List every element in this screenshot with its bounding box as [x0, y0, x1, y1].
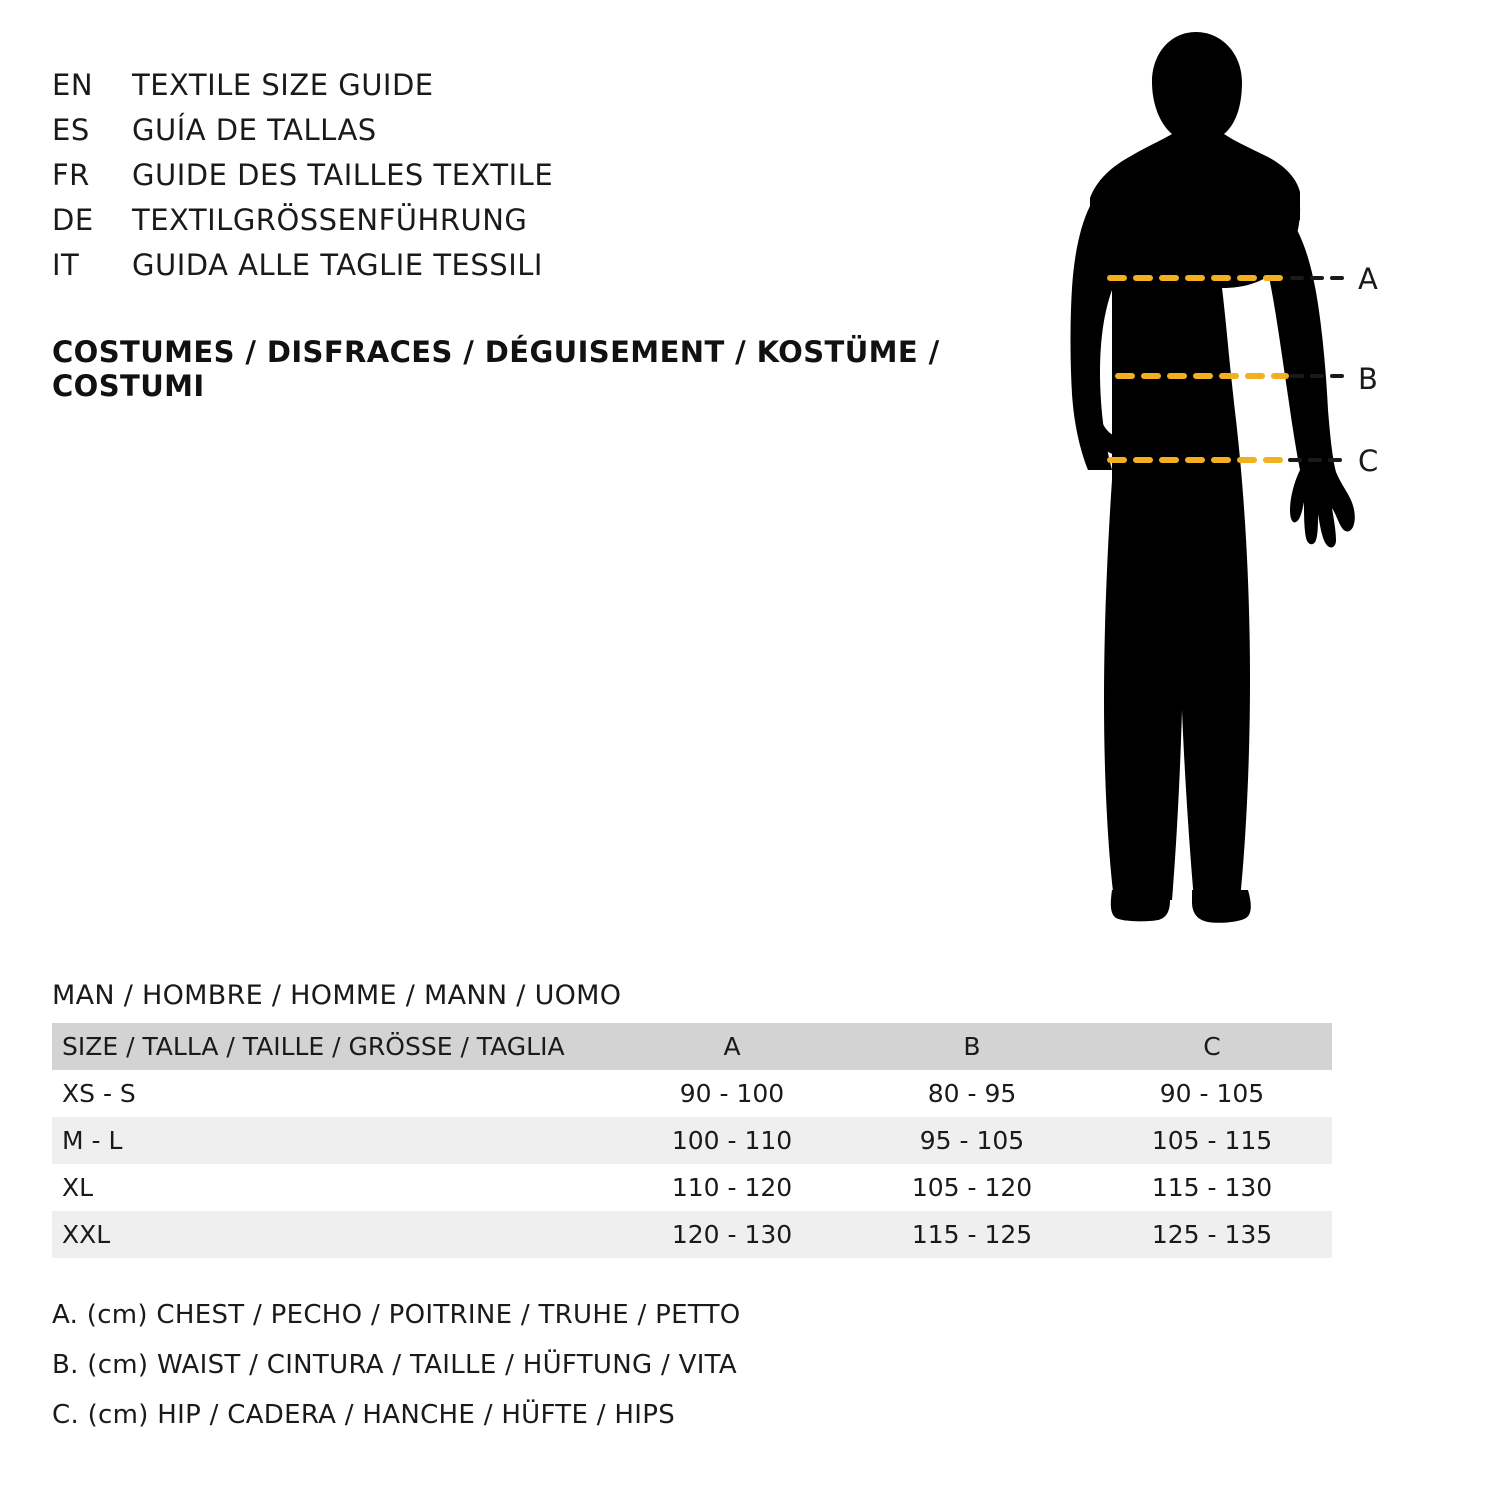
cell-a: 110 - 120	[612, 1164, 852, 1211]
table-caption: MAN / HOMBRE / HOMME / MANN / UOMO	[52, 980, 622, 1011]
language-title: GUIDA ALLE TAGLIE TESSILI	[132, 248, 543, 282]
cell-size: XS - S	[52, 1070, 612, 1117]
cell-a: 100 - 110	[612, 1117, 852, 1164]
language-code: EN	[52, 68, 94, 102]
table-row	[52, 1070, 1332, 1117]
cell-c: 105 - 115	[1092, 1117, 1332, 1164]
cell-a: 90 - 100	[612, 1070, 852, 1117]
cell-b: 80 - 95	[852, 1070, 1092, 1117]
costumes-subtitle: COSTUMES / DISFRACES / DÉGUISEMENT / KOSTÜME / COSTUMI	[52, 335, 940, 403]
column-header-b: B	[852, 1023, 1092, 1070]
column-header-c: C	[1092, 1023, 1332, 1070]
language-row-en	[52, 68, 1012, 113]
cell-b: 95 - 105	[852, 1117, 1092, 1164]
cell-size: XL	[52, 1164, 612, 1211]
body-measurement-figure	[1000, 20, 1460, 940]
cell-c: 125 - 135	[1092, 1211, 1332, 1258]
cell-c: 115 - 130	[1092, 1164, 1332, 1211]
size-guide-header	[52, 68, 1012, 403]
measure-label-b: B	[1358, 362, 1378, 396]
language-code: DE	[52, 203, 94, 237]
language-row-es	[52, 113, 1012, 158]
language-title: GUÍA DE TALLAS	[132, 113, 377, 147]
table-header-row	[52, 1023, 1332, 1070]
cell-b: 115 - 125	[852, 1211, 1092, 1258]
language-row-it	[52, 248, 1012, 293]
cell-a: 120 - 130	[612, 1211, 852, 1258]
column-header-a: A	[612, 1023, 852, 1070]
language-code: FR	[52, 158, 90, 192]
column-header-size: SIZE / TALLA / TAILLE / GRÖSSE / TAGLIA	[52, 1023, 612, 1070]
cell-size: XXL	[52, 1211, 612, 1258]
measure-label-c: C	[1358, 444, 1379, 478]
language-title: TEXTILGRÖSSENFÜHRUNG	[132, 203, 528, 237]
measurement-legend	[52, 1300, 1152, 1450]
cell-size: M - L	[52, 1117, 612, 1164]
language-title: GUIDE DES TAILLES TEXTILE	[132, 158, 554, 192]
language-code: ES	[52, 113, 90, 147]
language-row-de	[52, 203, 1012, 248]
table-row	[52, 1164, 1332, 1211]
legend-item-b: B. (cm) WAIST / CINTURA / TAILLE / HÜFTUNG / VITA	[52, 1350, 737, 1380]
size-table-section	[52, 980, 1372, 1258]
male-silhouette-icon	[1000, 20, 1460, 940]
language-row-fr	[52, 158, 1012, 203]
language-title: TEXTILE SIZE GUIDE	[132, 68, 434, 102]
legend-item-a: A. (cm) CHEST / PECHO / POITRINE / TRUHE / PETTO	[52, 1300, 741, 1330]
cell-c: 90 - 105	[1092, 1070, 1332, 1117]
size-table	[52, 1023, 1332, 1258]
legend-item-c: C. (cm) HIP / CADERA / HANCHE / HÜFTE / HIPS	[52, 1400, 676, 1430]
cell-b: 105 - 120	[852, 1164, 1092, 1211]
table-row	[52, 1211, 1332, 1258]
measure-label-a: A	[1358, 262, 1378, 296]
language-code: IT	[52, 248, 80, 282]
table-row	[52, 1117, 1332, 1164]
